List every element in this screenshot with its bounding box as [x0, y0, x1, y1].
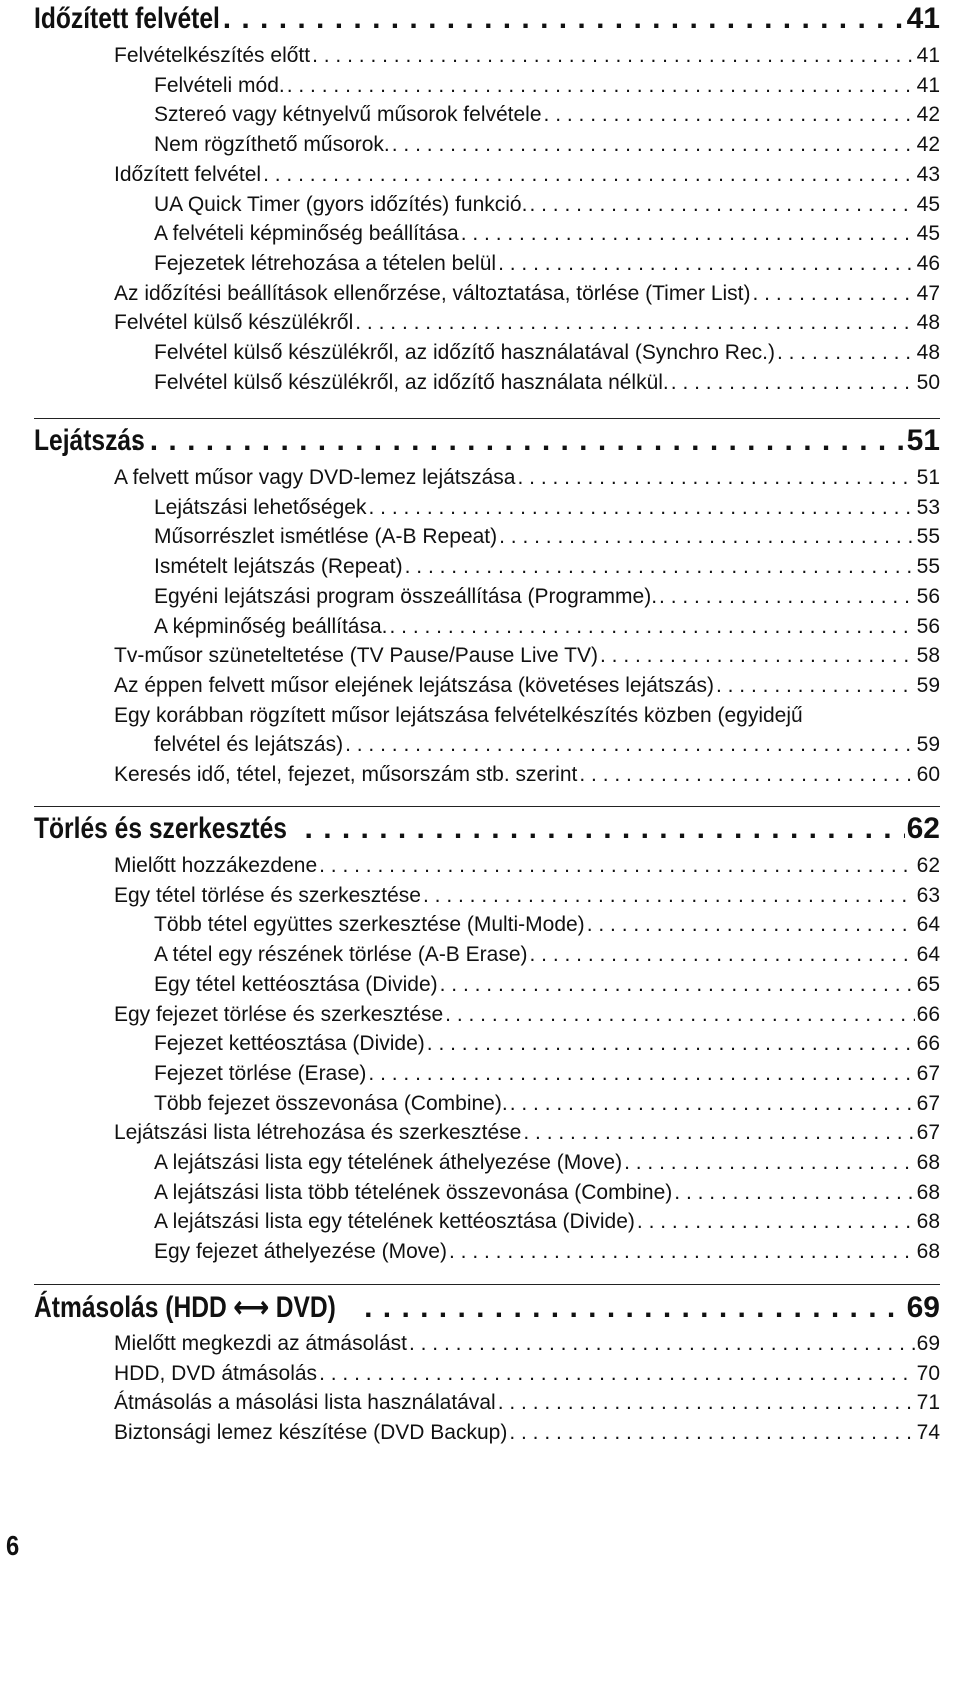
- leader-dots: [440, 973, 915, 997]
- entry-title: Felvételkészítés előtt: [114, 44, 311, 67]
- entry-page: 51: [916, 466, 940, 489]
- entry-title: Az éppen felvett műsor elejének lejátszása (követéses lejátszás): [114, 673, 714, 697]
- entry-title: Tv-műsor szüneteltetése (TV Pause/Pause Live TV): [114, 644, 598, 668]
- leader-dots: [510, 1092, 915, 1116]
- entry-page: 66: [916, 1002, 940, 1026]
- entry-title: Műsorrészlet ismétlése (A-B Repeat): [154, 525, 498, 549]
- leader-dots: [530, 943, 915, 967]
- entry-page: 65: [916, 972, 940, 996]
- entry-title: A felvett műsor vagy DVD-lemez lejátszása: [114, 466, 516, 489]
- section-title-left: Átmásolás (HDD: [34, 1291, 227, 1324]
- entry-title: Egy tétel kettéosztása (Divide): [154, 972, 438, 996]
- entry-page: 55: [916, 525, 940, 549]
- leader-dots: [498, 252, 915, 276]
- toc-entry: [34, 1362, 940, 1386]
- leader-dots: [223, 2, 905, 36]
- section-heading: [34, 2, 940, 36]
- toc-entry: [34, 1181, 940, 1205]
- toc-entry: [34, 854, 940, 878]
- entry-page: 64: [916, 943, 940, 967]
- leader-dots: [716, 674, 915, 698]
- entry-title: Biztonsági lemez készítése (DVD Backup): [114, 1421, 508, 1445]
- toc-entry: [34, 341, 940, 365]
- toc-entry: [34, 222, 940, 246]
- leader-dots: [355, 311, 914, 335]
- entry-title: A tétel egy részének törlése (A-B Erase): [154, 943, 528, 967]
- leader-dots: [579, 763, 914, 787]
- page-number: 6: [6, 1530, 20, 1561]
- entry-page: 47: [916, 281, 940, 305]
- toc-section: [34, 0, 940, 400]
- leader-dots: [499, 525, 915, 549]
- leader-dots: [509, 1421, 914, 1445]
- entry-title: Ismételt lejátszás (Repeat): [154, 555, 403, 579]
- leader-dots: [544, 103, 915, 127]
- toc-entry: [34, 1421, 940, 1445]
- toc-entry: [34, 371, 940, 395]
- toc-entry: [34, 555, 940, 579]
- section-title: [34, 1290, 336, 1325]
- leader-dots: [777, 341, 915, 365]
- toc-entry: [34, 44, 940, 68]
- entry-page: 66: [916, 1032, 940, 1056]
- entry-page: 41: [916, 44, 940, 67]
- double-arrow-icon: ⟷: [233, 1291, 269, 1324]
- entry-page: 45: [916, 192, 940, 216]
- toc-entry-continuation: [34, 733, 940, 757]
- toc-entry: [34, 311, 940, 335]
- toc-entry: [34, 585, 940, 609]
- toc-entry: [34, 943, 940, 967]
- toc-entry: [34, 913, 940, 937]
- toc-section: [34, 1288, 940, 1688]
- entry-page: 46: [916, 251, 940, 275]
- entry-title: Felvétel külső készülékről, az időzítő használata nélkül.: [154, 370, 669, 394]
- leader-dots: [368, 496, 914, 520]
- toc-entry: [34, 674, 940, 698]
- leader-dots: [263, 163, 915, 187]
- entry-page: 64: [916, 913, 940, 937]
- toc-entry: [34, 496, 940, 520]
- section-title-right: DVD): [275, 1291, 336, 1324]
- leader-dots: [389, 615, 914, 639]
- section-heading: [34, 812, 940, 846]
- entry-title: Mielőtt hozzákezdene: [114, 854, 318, 877]
- leader-dots: [498, 1391, 915, 1415]
- toc-entry: [34, 1032, 940, 1056]
- leader-dots: [368, 1062, 914, 1086]
- entry-page: 42: [916, 133, 940, 157]
- leader-dots: [427, 1032, 915, 1056]
- toc-entry: [34, 1121, 940, 1145]
- toc-entry: [34, 525, 940, 549]
- leader-dots: [637, 1210, 915, 1234]
- toc-entry: [34, 193, 940, 217]
- entry-page: 60: [916, 763, 940, 786]
- entry-page: 62: [916, 854, 940, 877]
- leader-dots: [624, 1151, 915, 1175]
- toc-entry: [34, 763, 940, 787]
- toc-entry: [34, 74, 940, 98]
- leader-dots: [345, 733, 915, 757]
- section-heading: [34, 1290, 940, 1325]
- section-page: 41: [906, 2, 940, 35]
- toc-section: [34, 422, 940, 822]
- toc-entry: [34, 1092, 940, 1116]
- leader-dots: [319, 1362, 915, 1386]
- entry-page: 68: [916, 1151, 940, 1174]
- entry-page: 74: [916, 1421, 940, 1445]
- leader-dots: [674, 1181, 914, 1205]
- toc-entry: [34, 644, 940, 668]
- leader-dots: [131, 424, 905, 458]
- leader-dots: [529, 193, 914, 217]
- section-title: Időzített felvétel: [34, 2, 220, 35]
- entry-title: Fejezetek létrehozása a tételen belül: [154, 251, 497, 275]
- toc-entry: [34, 884, 940, 908]
- entry-title-wrap: felvétel és lejátszás): [154, 733, 344, 757]
- entry-title: Felvétel külső készülékről, az időzítő használatával (Synchro Rec.): [154, 341, 775, 364]
- section-title: Törlés és szerkesztés: [34, 812, 287, 845]
- toc-entry: [34, 133, 940, 157]
- toc-entry: [34, 1391, 940, 1415]
- entry-title: A képminőség beállítása.: [154, 614, 388, 638]
- toc-section: [34, 810, 940, 1264]
- leader-dots: [312, 44, 915, 68]
- leader-dots: [659, 585, 915, 609]
- toc-entry: [34, 615, 940, 639]
- entry-title: Egy fejezet áthelyezése (Move): [154, 1240, 447, 1264]
- toc-entry: [34, 282, 940, 306]
- entry-title: Fejezet törlése (Erase): [154, 1061, 367, 1085]
- leader-dots: [587, 913, 915, 937]
- entry-page: 69: [916, 1332, 940, 1355]
- entry-title: A lejátszási lista egy tételének kettéosztása (Divide): [154, 1210, 635, 1234]
- leader-dots: [364, 1291, 905, 1325]
- leader-dots: [461, 222, 915, 246]
- entry-page: 68: [916, 1240, 940, 1264]
- entry-title: Mielőtt megkezdi az átmásolást: [114, 1332, 407, 1355]
- entry-title: Keresés idő, tétel, fejezet, műsorszám stb. szerint: [114, 763, 578, 786]
- leader-dots: [423, 884, 915, 908]
- entry-title: Időzített felvétel: [114, 162, 262, 186]
- entry-title: Egy fejezet törlése és szerkesztése: [114, 1002, 444, 1026]
- entry-title: Több tétel együttes szerkesztése (Multi-Mode): [154, 913, 585, 937]
- entry-page: 68: [916, 1210, 940, 1234]
- toc-entry: [34, 1003, 940, 1027]
- leader-dots: [409, 1332, 915, 1356]
- entry-page: 55: [916, 555, 940, 579]
- entry-page: 53: [916, 495, 940, 519]
- leader-dots: [392, 133, 915, 157]
- leader-dots: [523, 1121, 914, 1145]
- entry-page: 68: [916, 1180, 940, 1204]
- entry-page: 58: [916, 644, 940, 668]
- section-heading: [34, 424, 940, 458]
- entry-page: 63: [916, 883, 940, 907]
- toc-entry: [34, 252, 940, 276]
- leader-dots: [449, 1240, 915, 1264]
- toc-entry: [34, 103, 940, 127]
- leader-dots: [319, 854, 915, 878]
- section-page: 51: [906, 424, 940, 457]
- leader-dots: [671, 371, 915, 395]
- entry-title: Az időzítési beállítások ellenőrzése, változtatása, törlése (Timer List): [114, 281, 751, 305]
- leader-dots: [405, 555, 915, 579]
- entry-page: 50: [916, 370, 940, 394]
- entry-title: Sztereó vagy kétnyelvű műsorok felvétele: [154, 103, 542, 127]
- entry-page: 48: [916, 341, 940, 364]
- entry-title: UA Quick Timer (gyors időzítés) funkció.: [154, 192, 528, 216]
- entry-page: 59: [916, 733, 940, 757]
- entry-page: 56: [916, 614, 940, 638]
- entry-page: 59: [916, 673, 940, 697]
- entry-title: Lejátszási lehetőségek: [154, 495, 367, 519]
- leader-dots: [517, 466, 914, 490]
- entry-page: 43: [916, 162, 940, 186]
- toc-entry: [34, 973, 940, 997]
- entry-page: 67: [916, 1121, 940, 1145]
- leader-dots: [445, 1003, 914, 1027]
- leader-dots: [305, 812, 905, 846]
- entry-title: Egy korábban rögzített műsor lejátszása felvételkészítés közben (egyidejű: [114, 703, 803, 727]
- entry-title: Több fejezet összevonása (Combine).: [154, 1091, 508, 1115]
- section-page: 69: [906, 1291, 940, 1324]
- toc-entry: [34, 1240, 940, 1264]
- entry-title: A felvételi képminőség beállítása: [154, 222, 459, 246]
- entry-title: A lejátszási lista több tételének összevonása (Combine): [154, 1180, 673, 1204]
- entry-page: 48: [916, 311, 940, 335]
- entry-title: A lejátszási lista egy tételének áthelyezése (Move): [154, 1151, 623, 1174]
- entry-title: Lejátszási lista létrehozása és szerkesztése: [114, 1121, 522, 1145]
- entry-page: 42: [916, 103, 940, 127]
- toc-entry: [34, 163, 940, 187]
- entry-page: 56: [916, 584, 940, 608]
- entry-title: Felvételi mód.: [154, 73, 285, 97]
- leader-dots: [753, 282, 915, 306]
- entry-title: Átmásolás a másolási lista használatával: [114, 1391, 496, 1415]
- entry-page: 71: [916, 1391, 940, 1415]
- toc-entry: [34, 1062, 940, 1086]
- entry-page: 45: [916, 222, 940, 246]
- toc-entry: [34, 704, 940, 728]
- entry-title: HDD, DVD átmásolás: [114, 1361, 318, 1385]
- entry-page: 41: [916, 73, 940, 97]
- entry-title: Felvétel külső készülékről: [114, 311, 354, 335]
- toc-entry: [34, 1332, 940, 1356]
- section-page: 62: [906, 812, 940, 845]
- entry-page: 67: [916, 1091, 940, 1115]
- entry-page: 67: [916, 1061, 940, 1085]
- leader-dots: [600, 644, 915, 668]
- entry-title: Egy tétel törlése és szerkesztése: [114, 883, 421, 907]
- entry-title: Fejezet kettéosztása (Divide): [154, 1032, 425, 1056]
- section-title: Lejátszás: [34, 424, 145, 457]
- toc-entry: [34, 466, 940, 490]
- entry-title: Nem rögzíthető műsorok.: [154, 133, 390, 157]
- toc-entry: [34, 1151, 940, 1175]
- toc-entry: [34, 1210, 940, 1234]
- entry-title: Egyéni lejátszási program összeállítása (Programme).: [154, 584, 658, 608]
- leader-dots: [287, 74, 915, 98]
- entry-page: 70: [916, 1361, 940, 1385]
